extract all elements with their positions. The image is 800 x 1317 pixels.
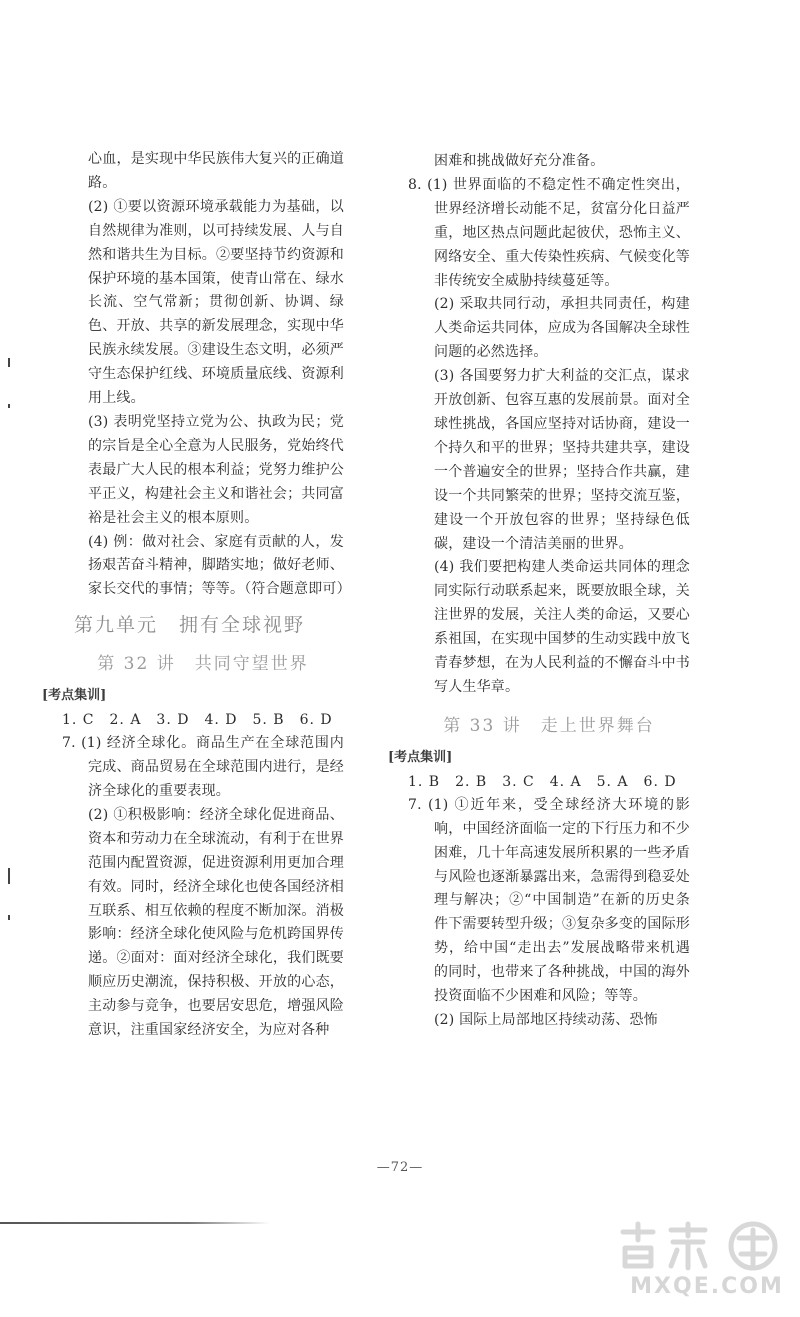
answer-q2: (2) ①要以资源环境承载能力为基础，以自然规律为准则，以可持续发展、人与自然和谐共生为目标。②要坚持节约资源和保护环境的基本国策，使青山常在、绿水长流、空气常新；贯彻创新、协调、绿色、开放、共享的新发展理念，实现中华民族永续发展。③建设生态文明，必须严守生态保护红线、环境质量底线、资源利用上线。 bbox=[88, 198, 344, 407]
watermark-domain: MXQE.COM bbox=[630, 1274, 784, 1299]
margin-mark bbox=[8, 358, 10, 367]
right-column bbox=[388, 150, 690, 1033]
unit-title: 第九单元 拥有全球视野 bbox=[74, 614, 306, 637]
margin-mark bbox=[8, 868, 10, 884]
continuation-paragraph: 困难和挑战做好充分准备。 bbox=[434, 153, 605, 169]
left-column bbox=[42, 148, 351, 1043]
answer-q7-2: (2) ①积极影响：经济全球化促进商品、资本和劳动力在全球流动，有利于在世界范围内配置资源，促进资源利用更加合理有效。同时，经济全球化也使各国经济相互联系、相互依赖的程度不断加深。消极影响：经济全球化使风险与危机跨国界传递。②面对：面对经济全球化，我们既要顺应历史潮流，保持积极、开放的心态，主动参与竞争，也要居安思危，增强风险意识，注重国家经济安全，为应对各种 bbox=[88, 806, 344, 1039]
answer-q3: (3) 表明党坚持立党为公、执政为民；党的宗旨是全心全意为人民服务，党始终代表最广大人民的根本利益；党努力维护公平正义，构建社会主义和谐社会；共同富裕是社会主义的根本原则。 bbox=[88, 413, 344, 526]
answer-q8-1: 8. (1) 世界面临的不稳定性不确定性突出，世界经济增长动能不足，贫富分化日益严重，地区热点问题此起彼伏，恐怖主义、网络安全、重大传染性疾病、气候变化等非传统安全威胁持续蔓延等。 bbox=[408, 176, 690, 289]
margin-mark bbox=[8, 404, 10, 408]
answer-q8-3: (3) 各国要努力扩大利益的交汇点，谋求开放创新、包容互惠的发展前景。面对全球性挑战，各国应坚持对话协商，建设一个持久和平的世界；坚持共建共享，建设一个普遍安全的世界；坚持合作共赢，建设一个共同繁荣的世界；坚持交流互鉴，建设一个开放包容的世界；坚持绿色低碳，建设一个清洁美丽的世界。 bbox=[434, 368, 690, 552]
answer-q7-2: (2) 国际上局部地区持续动荡、恐怖 bbox=[434, 1012, 658, 1028]
section-label: [考点集训] bbox=[388, 749, 453, 765]
footer-rule bbox=[0, 1222, 270, 1224]
answer-q4: (4) 例：做对社会、家庭有贡献的人，发扬艰苦奋斗精神，脚踏实地；做好老师、家长交代的事情；等等。（符合题意即可） bbox=[88, 533, 351, 598]
continuation-paragraph: 心血，是实现中华民族伟大复兴的正确道路。 bbox=[88, 151, 344, 191]
answer-q8-4: (4) 我们要把构建人类命运共同体的理念同实际行动联系起来，既要放眼全球，关注世界的发展，关注人类的命运，又要心系祖国，在实现中国梦的生动实践中放飞青春梦想，在为人民利益的不懈奋斗中书写人生华章。 bbox=[434, 559, 690, 695]
answer-q7-1: 7. (1) ①近年来，受全球经济大环境的影响，中国经济面临一定的下行压力和不少困难，几十年高速发展所积累的一些矛盾与风险也逐渐暴露出来，急需得到稳妥处理与解决；②“中国制造”在新的历史条件下需要转型升级；③复杂多变的国际形势，给中国“走出去”发展战略带来机遇的同时，也带来了各种挑战，中国的海外投资面临不少困难和风险；等等。 bbox=[408, 796, 690, 1005]
lecture-title-32: 第 32 讲 共同守望世界 bbox=[97, 654, 309, 675]
section-label: [考点集训] bbox=[42, 688, 107, 704]
lecture-title-33: 第 33 讲 走上世界舞台 bbox=[443, 715, 655, 736]
watermark-logo-icon bbox=[615, 1220, 785, 1272]
margin-mark bbox=[8, 915, 10, 920]
answer-q7-1: 7. (1) 经济全球化。商品生产在全球范围内完成、商品贸易在全球范围内进行，是经济全球化的重要表现。 bbox=[62, 735, 344, 800]
answer-q8-2: (2) 采取共同行动，承担共同责任，构建人类命运共同体，应成为各国解决全球性问题的必然选择。 bbox=[434, 296, 690, 361]
mcq-answers: 1. C 2. A 3. D 4. D 5. B 6. D bbox=[62, 712, 333, 729]
mcq-answers: 1. B 2. B 3. C 4. A 5. A 6. D bbox=[408, 773, 677, 790]
page-number: —72— bbox=[376, 1160, 424, 1175]
